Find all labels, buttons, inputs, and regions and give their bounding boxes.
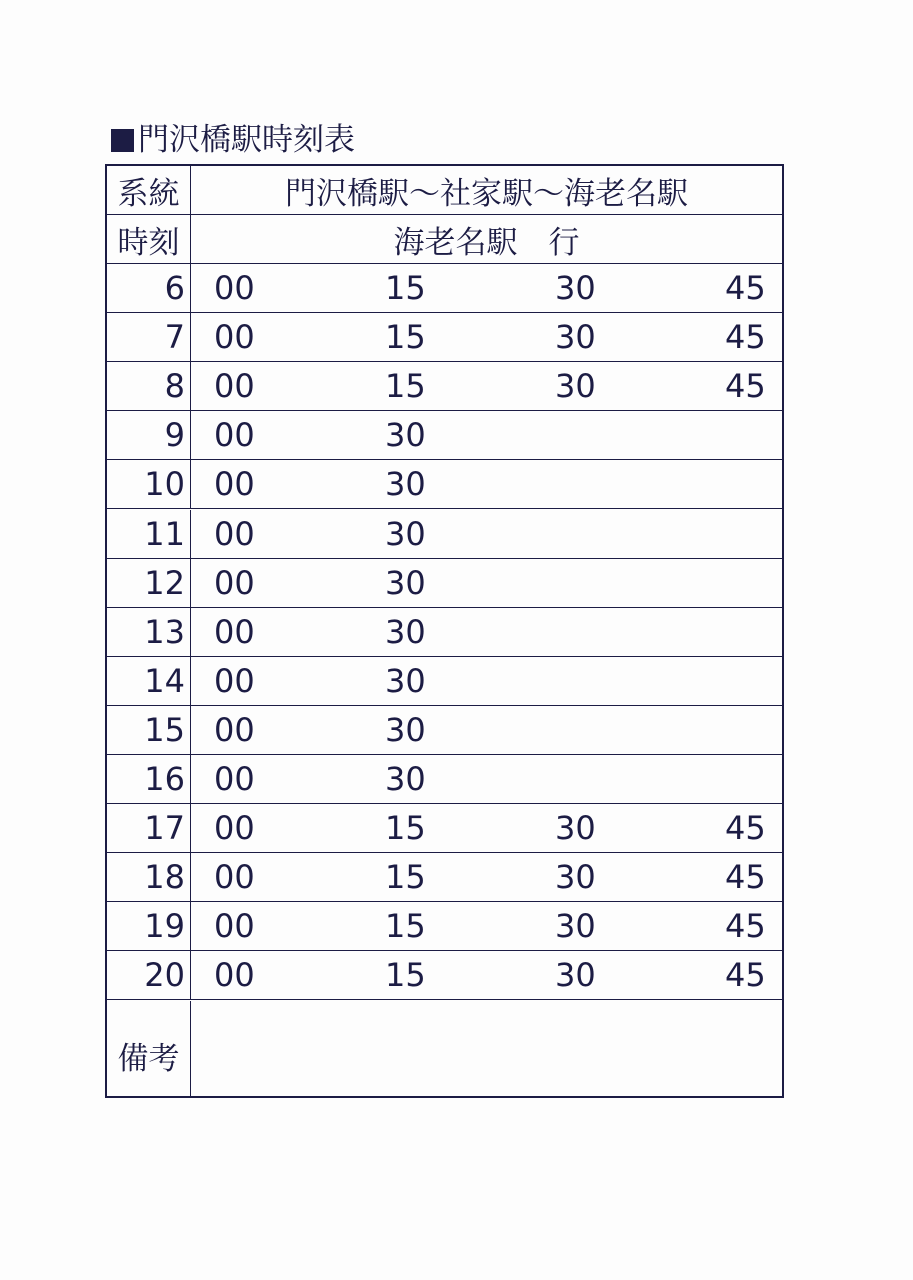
timetable-row <box>107 362 782 411</box>
timetable-row <box>107 951 782 1000</box>
hour-cell: 6 <box>107 264 191 312</box>
minute-cell: 00 <box>214 710 255 749</box>
minute-cell: 30 <box>555 858 596 897</box>
route-label: 系統 <box>107 166 191 214</box>
minute-cell: 45 <box>725 318 766 357</box>
hour-cell: 19 <box>107 902 191 950</box>
minute-cell: 30 <box>555 318 596 357</box>
minute-cell: 30 <box>385 710 426 749</box>
minute-cell: 00 <box>214 269 255 308</box>
minute-cell: 00 <box>214 563 255 602</box>
timetable-row <box>107 510 782 559</box>
minute-cell: 30 <box>385 563 426 602</box>
hour-cell: 16 <box>107 755 191 803</box>
minute-cell: 45 <box>725 809 766 848</box>
notes-row <box>107 1001 782 1098</box>
timetable-row <box>107 264 782 313</box>
minute-cell: 30 <box>385 612 426 651</box>
hour-cell: 8 <box>107 362 191 410</box>
notes-label: 備考 <box>107 1001 191 1098</box>
minute-cell: 15 <box>385 318 426 357</box>
minute-cell: 00 <box>214 465 255 504</box>
timetable-row <box>107 313 782 362</box>
timetable-row <box>107 608 782 657</box>
minute-cell: 15 <box>385 956 426 995</box>
minute-cell: 45 <box>725 269 766 308</box>
minute-cell: 00 <box>214 367 255 406</box>
timetable-row <box>107 755 782 804</box>
direction-row <box>107 215 782 264</box>
minute-cell: 00 <box>214 858 255 897</box>
timetable-row <box>107 804 782 853</box>
minute-cell: 00 <box>214 809 255 848</box>
minute-cell: 30 <box>385 416 426 455</box>
minute-cell: 30 <box>555 367 596 406</box>
minute-cell: 30 <box>555 809 596 848</box>
minute-cell: 30 <box>555 956 596 995</box>
minute-cell: 30 <box>385 661 426 700</box>
minute-cell: 15 <box>385 367 426 406</box>
square-bullet-icon <box>111 129 134 152</box>
hour-cell: 11 <box>107 510 191 558</box>
minute-cell: 30 <box>385 514 426 553</box>
hour-cell: 7 <box>107 313 191 361</box>
timetable-row <box>107 853 782 902</box>
hour-cell: 12 <box>107 559 191 607</box>
hour-cell: 15 <box>107 706 191 754</box>
page-title-text: 門沢橋駅時刻表 <box>138 122 355 158</box>
route-value: 門沢橋駅～社家駅～海老名駅 <box>285 175 688 212</box>
route-row <box>107 166 782 215</box>
page-title <box>111 120 355 160</box>
minute-cell: 45 <box>725 956 766 995</box>
minute-cell: 00 <box>214 956 255 995</box>
minute-cell: 15 <box>385 858 426 897</box>
hour-cell: 14 <box>107 657 191 705</box>
timetable-row <box>107 657 782 706</box>
hour-cell: 17 <box>107 804 191 852</box>
minute-cell: 00 <box>214 514 255 553</box>
minute-cell: 30 <box>385 760 426 799</box>
minute-cell: 45 <box>725 367 766 406</box>
timetable-row <box>107 559 782 608</box>
minute-cell: 00 <box>214 760 255 799</box>
timetable-row <box>107 411 782 460</box>
minute-cell: 00 <box>214 612 255 651</box>
timetable-row <box>107 460 782 509</box>
hour-cell: 10 <box>107 460 191 508</box>
minute-cell: 30 <box>555 269 596 308</box>
hour-cell: 13 <box>107 608 191 656</box>
minute-cell: 30 <box>385 465 426 504</box>
minute-cell: 15 <box>385 809 426 848</box>
minute-cell: 30 <box>555 907 596 946</box>
timetable <box>105 164 784 1098</box>
timetable-row <box>107 706 782 755</box>
direction-label: 海老名駅 行 <box>393 224 580 261</box>
hour-cell: 20 <box>107 951 191 999</box>
hour-cell: 9 <box>107 411 191 459</box>
timetable-row <box>107 902 782 951</box>
minute-cell: 45 <box>725 907 766 946</box>
minute-cell: 15 <box>385 269 426 308</box>
minute-cell: 00 <box>214 416 255 455</box>
notes-body <box>191 1001 782 1098</box>
minute-cell: 00 <box>214 661 255 700</box>
minute-cell: 15 <box>385 907 426 946</box>
minute-cell: 00 <box>214 907 255 946</box>
minute-cell: 00 <box>214 318 255 357</box>
time-label: 時刻 <box>107 215 191 263</box>
minute-cell: 45 <box>725 858 766 897</box>
hour-cell: 18 <box>107 853 191 901</box>
